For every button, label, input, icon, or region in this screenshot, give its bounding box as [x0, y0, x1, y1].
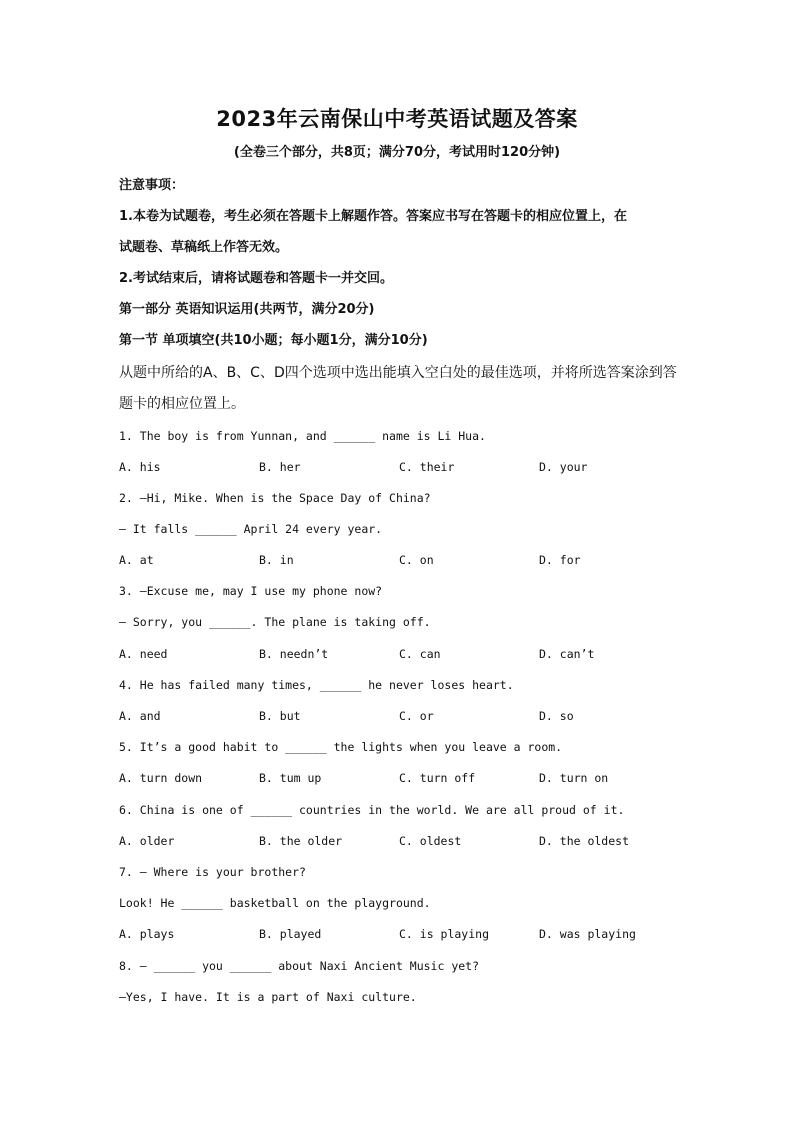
option-a: A. turn down	[119, 771, 203, 785]
question-stem: 7. — Where is your brother?	[119, 865, 306, 879]
option-b: B. the older	[259, 834, 343, 848]
question-stem-cont: — It falls ______ April 24 every year.	[119, 522, 383, 536]
option-a: A. at	[119, 553, 154, 567]
option-b: B. tum up	[259, 771, 322, 785]
question-stem: 5. It’s a good habit to ______ the lights when you leave a room.	[119, 740, 563, 754]
option-row	[119, 924, 689, 944]
option-b: B. but	[259, 709, 301, 723]
option-d: D. can’t	[539, 647, 595, 661]
page-title: 2023年云南保山中考英语试题及答案	[216, 107, 578, 131]
option-d: D. your	[539, 460, 588, 474]
instruction-line: 从题中所给的A、B、C、D四个选项中选出能填入空白处的最佳选项，并将所选答案涂到答	[119, 365, 677, 381]
question-stem: 2. —Hi, Mike. When is the Space Day of China?	[119, 491, 431, 505]
option-b: B. her	[259, 460, 301, 474]
question-stem-cont: —Yes, I have. It is a part of Naxi culture.	[119, 990, 417, 1004]
option-b: B. in	[259, 553, 294, 567]
option-b: B. needn’t	[259, 647, 329, 661]
question-stem: 3. —Excuse me, may I use my phone now?	[119, 584, 383, 598]
notice-item-1: 1.本卷为试题卷，考生必须在答题卡上解题作答。答案应书写在答题卡的相应位置上，在	[119, 209, 627, 224]
option-c: C. oldest	[399, 834, 462, 848]
option-c: C. their	[399, 460, 455, 474]
option-a: A. plays	[119, 927, 175, 941]
question-stem-cont: Look! He ______ basketball on the playground.	[119, 896, 431, 910]
notice-item-1-cont: 试题卷、草稿纸上作答无效。	[119, 240, 289, 255]
question-stem: 1. The boy is from Yunnan, and ______ name is Li Hua.	[119, 429, 486, 443]
option-row	[119, 457, 689, 477]
option-d: D. turn on	[539, 771, 609, 785]
option-c: C. on	[399, 553, 434, 567]
option-a: A. need	[119, 647, 168, 661]
notice-heading: 注意事项：	[119, 178, 185, 193]
option-c: C. turn off	[399, 771, 476, 785]
option-d: D. for	[539, 553, 581, 567]
option-c: C. can	[399, 647, 441, 661]
option-row	[119, 768, 689, 788]
option-d: D. so	[539, 709, 574, 723]
option-a: A. older	[119, 834, 175, 848]
option-row	[119, 706, 689, 726]
option-a: A. his	[119, 460, 161, 474]
option-row	[119, 550, 689, 570]
instruction-line: 题卡的相应位置上。	[119, 396, 245, 412]
notice-item-2: 2.考试结束后，请将试题卷和答题卡一并交回。	[119, 271, 393, 286]
option-c: C. is playing	[399, 927, 490, 941]
option-a: A. and	[119, 709, 161, 723]
option-b: B. played	[259, 927, 322, 941]
option-row	[119, 644, 689, 664]
page-subtitle: (全卷三个部分，共8页；满分70分，考试用时120分钟)	[233, 145, 561, 160]
question-stem: 8. — ______ you ______ about Naxi Ancient Music yet?	[119, 959, 480, 973]
part-heading: 第一部分 英语知识运用(共两节，满分20分)	[119, 302, 375, 317]
option-c: C. or	[399, 709, 434, 723]
question-stem-cont: — Sorry, you ______. The plane is taking off.	[119, 615, 431, 629]
section-heading: 第一节 单项填空(共10小题；每小题1分，满分10分)	[119, 333, 428, 348]
question-stem: 4. He has failed many times, ______ he never loses heart.	[119, 678, 514, 692]
option-row	[119, 831, 689, 851]
option-d: D. was playing	[539, 927, 636, 941]
option-d: D. the oldest	[539, 834, 630, 848]
question-stem: 6. China is one of ______ countries in the world. We are all proud of it.	[119, 803, 625, 817]
